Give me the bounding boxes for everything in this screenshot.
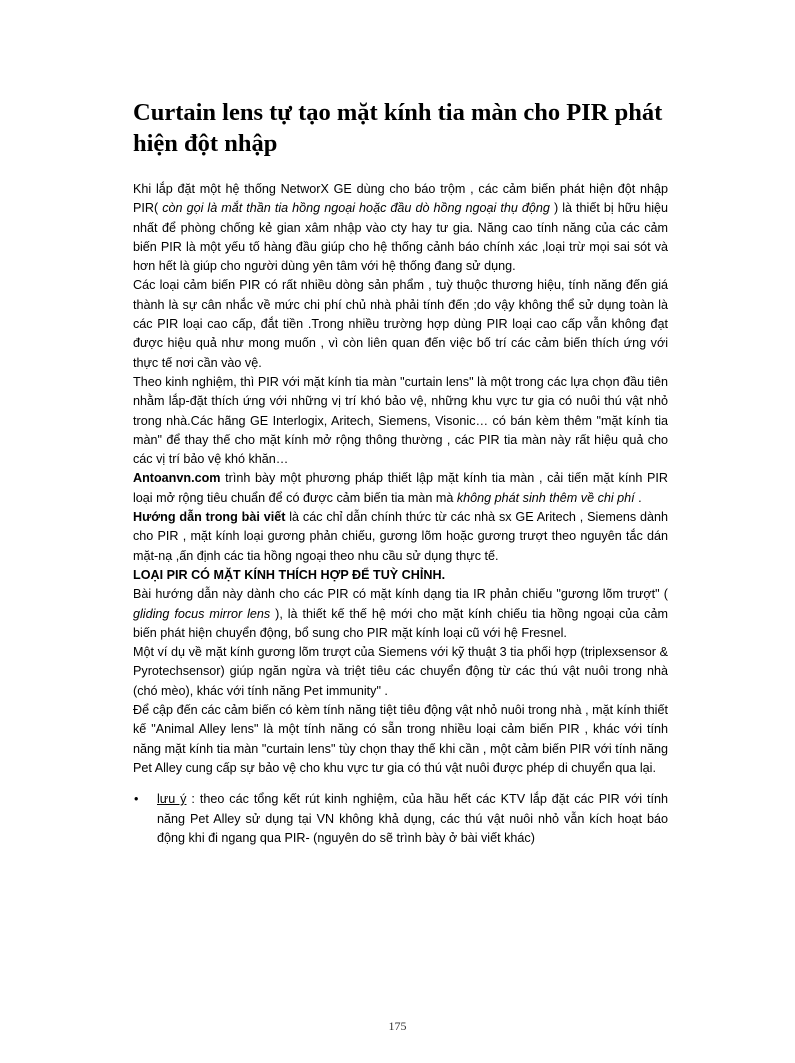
paragraph-mirror-lens [133,585,668,643]
intro-text-end: ) là thiết bị hữu hiệu nhất để phòng chống kẻ gian xâm nhập vào cty hay tư gia. Năng cao tính năng của các cảm biến PIR là một yếu tố hàng đầu giúp cho hệ thống cảnh báo chính xác ,loại trừ mọi sai sót và hơn hết là giúp cho người dùng yên tâm với hệ thống đang sử dụng. [133,201,669,274]
paragraph-antoanvn [133,469,668,508]
intro-italic-note: còn gọi là mắt thần tia hồng ngoại hoặc đầu dò hồng ngoại thụ động [162,201,550,216]
list-item [133,790,668,848]
article-body [133,180,668,848]
antoanvn-text-end: . [634,490,642,505]
paragraph-pet-alley: Để cập đến các cảm biến có kèm tính năng tiệt tiêu động vật nhỏ nuôi trong nhà , mặt kính thiết kế "Animal Alley lens" là một tính năng có sẵn trong nhiều loại cảm biến PIR , khác với tính năng mặt kính tia màn "curtain lens" tùy chọn thay thế khi cần , một cảm biến PIR với tính năng Pet Alley cung cấp sự bảo vệ cho khu vực tư gia có thú vật nuôi được phép di chuyển qua lại. [133,703,668,775]
mirror-italic: gliding focus mirror lens [133,606,271,621]
note-list [133,790,668,848]
paragraph-pir-types: Các loại cảm biến PIR có rất nhiều dòng sản phẩm , tuỳ thuộc thương hiệu, tính năng đến giá thành là sự cân nhắc về mức chi phí chủ nhà phải tính đến ;do vậy không thể sử dụng toàn là các PIR loại cao cấp, đắt tiền .Trong nhiều trường hợp dùng PIR loại cao cấp vẫn không đạt được hiệu quả như mong muốn , vì còn liên quan đến việc bố trí các cảm biến thích ứng với thực tế nơi cần vào vệ. [133,278,668,370]
antoanvn-text-start: trình bày một phương pháp thiết lập mặt kính tia màn , cải tiến mặt kính PIR loại mở rộng tiêu chuẩn để có được cảm biến tia màn mà [133,471,668,505]
mirror-text-end: ), là thiết kế thế hệ mới cho mặt kính chiếu tia hồng ngoại của cảm biến phát hiện chuyển động, bổ sung cho PIR mặt kính loại cũ với hệ Fresnel. [133,606,668,640]
paragraph-intro [133,180,668,276]
intro-text-start: Khi lắp đặt một hệ thống NetworX GE dùng cho báo trộm , các cảm biến phát hiện đột nhập PIR( [133,182,668,216]
bullet-marker: • [134,792,139,807]
guide-bold-label: Hướng dẫn trong bài viết [133,510,286,525]
section-heading [133,566,668,585]
paragraph-guide [133,508,668,566]
paragraph-siemens-example: Một ví dụ về mặt kính gương lõm trượt của Siemens với kỹ thuật 3 tia phối hợp (triplexsensor & Pyrotechsensor) giúp ngăn ngừa và triệt tiêu các chuyển động từ các thú vật nuôi trong nhà (chó mèo), khác với tính năng Pet immunity" . [133,645,668,698]
site-name: Antoanvn.com [133,471,221,486]
paragraph-experience: Theo kinh nghiệm, thì PIR với mặt kính tia màn "curtain lens" là một trong các lựa chọn đầu tiên nhằm lắp-đặt thích ứng với những vị trí khó bảo vệ, những khu vực tư gia có nuôi thú vật nhỏ trong nhà.Các hãng GE Interlogix, Aritech, Siemens, Visonic… có bán kèm thêm "mặt kính tia màn" để thay thế cho mặt kính mở rộng thông thường , các PIR tia màn này rất hiệu quả cho các vị trí bảo vệ khó khăn… [133,374,668,467]
note-text: : theo các tổng kết rút kinh nghiệm, của hầu hết các KTV lắp đặt các PIR với tính năng Pet Alley sử dụng tại VN không khả dụng, các thú vật nuôi nhỏ vẫn kích hoạt báo động khi đi ngang qua PIR- (nguyên do sẽ trình bày ở bài viết khác) [157,792,668,845]
guide-text: là các chỉ dẫn chính thức từ các nhà sx GE Aritech , Siemens dành cho PIR , mặt kính loại gương phản chiếu, gương lõm hoặc gương trượt theo nguyên tắc dán mặt-nạ ,ấn định các tia hồng ngoại theo nhu cầu sử dụng thực tế. [133,510,668,563]
page-title: Curtain lens tự tạo mặt kính tia màn cho PIR phát hiện đột nhập [133,99,663,157]
note-label: lưu ý [157,792,187,807]
mirror-text-start: Bài hướng dẫn này dành cho các PIR có mặt kính dạng tia IR phản chiếu "gương lõm trượt" ( [133,587,668,602]
page-number: 175 [388,1019,407,1033]
antoanvn-italic: không phát sinh thêm về chi phí [456,490,635,505]
section-heading-text: LOẠI PIR CÓ MẶT KÍNH THÍCH HỢP ĐỂ TUỲ CHỈNH. [133,567,446,582]
